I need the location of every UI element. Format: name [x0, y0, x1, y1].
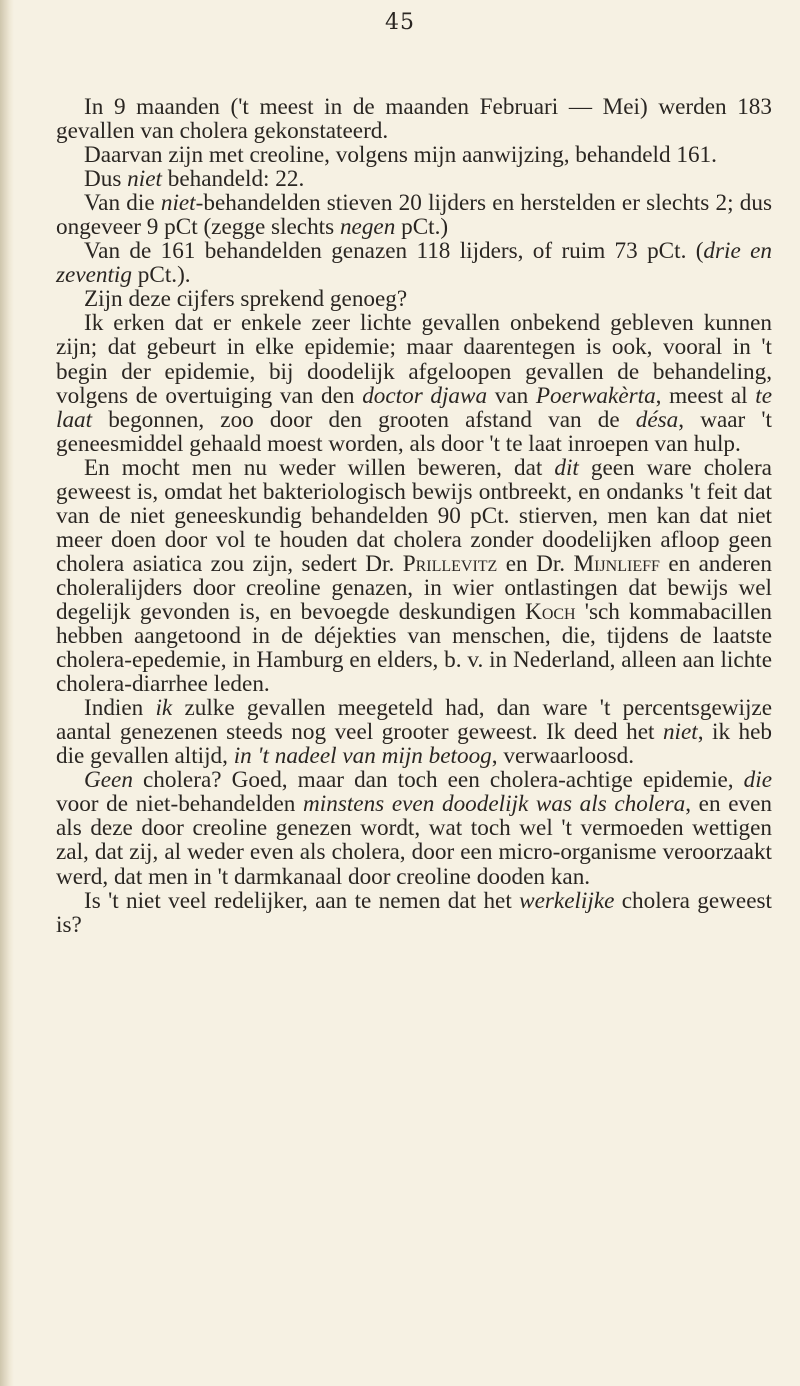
text-run: 'sch kommabacillen hebben aangetoond in de déjekties van menschen, die, tijdens de laatste cholera-epedemie, in Hamburg en elders, b. v. in Nederland, alleen aan lichte cholera-diarrhee leden. [56, 598, 772, 698]
text-run: Zijn deze cijfers sprekend genoeg? [84, 286, 408, 313]
paragraph [56, 95, 772, 143]
body-text [56, 95, 772, 937]
italic-run: Poerwakèrta [535, 382, 656, 409]
text-run: , verwaarloosd. [491, 743, 635, 770]
text-run: Van de 161 behandelden genazen 118 lijders, of ruim 73 pCt. ( [84, 238, 704, 265]
text-run: In 9 maanden ('t meest in de maanden Februari — Mei) werden 183 gevallen van cholera gekonstateerd. [56, 94, 772, 145]
italic-run: werkelijke [519, 887, 615, 914]
text-run: Daarvan zijn met creoline, volgens mijn aanwijzing, behandeld 161. [84, 142, 717, 169]
paragraph [56, 191, 772, 239]
small-caps-name: Prillevitz [402, 550, 498, 577]
italic-run: drie en zeventig [56, 238, 772, 289]
paragraph [56, 167, 772, 191]
italic-run: niet [160, 190, 196, 217]
italic-run: minstens even doodelijk was als cholera [303, 791, 686, 818]
small-caps-name: Mijnlieff [573, 550, 660, 577]
text-run: Is 't niet veel redelijker, aan te nemen dat het [84, 887, 520, 914]
text-run: Dus [84, 166, 128, 193]
text-run: Indien [84, 695, 156, 722]
italic-run: ik [155, 695, 173, 722]
text-run: pCt.) [395, 214, 449, 241]
text-run: van [487, 382, 536, 409]
italic-run: in 't nadeel van mijn betoog [233, 743, 492, 770]
paragraph [56, 889, 772, 937]
italic-run: doctor djawa [362, 382, 488, 409]
italic-run: negen [339, 214, 396, 241]
paragraph [56, 456, 772, 696]
text-run: geen ware cholera geweest is, omdat het bakteriologisch bewijs ontbreekt, en ondanks 't feit dat van de niet geneeskundig behandelden 90 pCt. stierven, men kan dat niet meer doen door vol te houden dat cholera zonder doodelijken afloop geen cholera asiatica zou zijn, sedert Dr. [56, 454, 772, 577]
italic-run: dit [554, 454, 579, 481]
paragraph [56, 239, 772, 287]
text-run: zulke gevallen meegeteld had, dan ware 't percentsgewijze aantal genezenen steeds nog veel grooter geweest. Ik deed het [56, 695, 772, 746]
page-binding-shadow [0, 0, 14, 1386]
text-run: cholera geweest is? [56, 887, 772, 938]
text-run: pCt.). [131, 262, 191, 289]
italic-run: te laat [56, 382, 772, 433]
text-run: Ik erken dat er enkele zeer lichte gevallen onbekend gebleven kunnen zijn; dat gebeurt in elke epidemie; maar daarentegen is ook, vooral in 't begin der epidemie, bij doodelijk afgeloopen gevallen de behandeling, volgens de overtuiging van den [56, 310, 772, 409]
text-run: voor de niet-behandelden [56, 791, 304, 818]
italic-run: Geen [84, 767, 133, 794]
text-run: Van die [84, 190, 161, 217]
text-run: , ik heb die gevallen altijd, [56, 719, 772, 770]
italic-run: désa [635, 406, 679, 433]
italic-run: niet [662, 719, 698, 746]
paragraph [56, 143, 772, 167]
paragraph [56, 287, 772, 311]
text-run: en Dr. [497, 550, 574, 577]
paragraph [56, 768, 772, 888]
text-run: cholera? Goed, maar dan toch een cholera-achtige epidemie, [132, 767, 744, 794]
text-run: En mocht men nu weder willen beweren, dat [84, 454, 555, 481]
italic-run: die [743, 767, 772, 794]
text-run: begonnen, zoo door den grooten afstand van de [92, 406, 636, 433]
page-number: 45 [385, 10, 415, 35]
text-run: behandeld: 22. [161, 166, 305, 193]
italic-run: niet [127, 166, 162, 193]
text-run: -behandelden stieven 20 lijders en herstelden er slechts 2; dus ongeveer 9 pCt (zegge slechts [56, 190, 772, 241]
text-run: , en even als deze door creoline genezen wordt, wat toch wel 't vermoeden wettigen zal, dat zij, al weder even als cholera, door een micro-organisme veroorzaakt werd, dat men in 't darmkanaal door creoline dooden kan. [56, 791, 772, 890]
paragraph [56, 311, 772, 455]
small-caps-name: Koch [525, 598, 576, 625]
text-run: en anderen choleralijders door creoline genazen, in wier ontlastingen dat bewijs wel degelijk gevonden is, en bevoegde deskundigen [56, 550, 773, 625]
paragraph [56, 696, 772, 768]
text-run: , meest al [655, 382, 756, 409]
text-run: , waar 't geneesmiddel gehaald moest worden, als door 't te laat inroepen van hulp. [56, 406, 772, 457]
